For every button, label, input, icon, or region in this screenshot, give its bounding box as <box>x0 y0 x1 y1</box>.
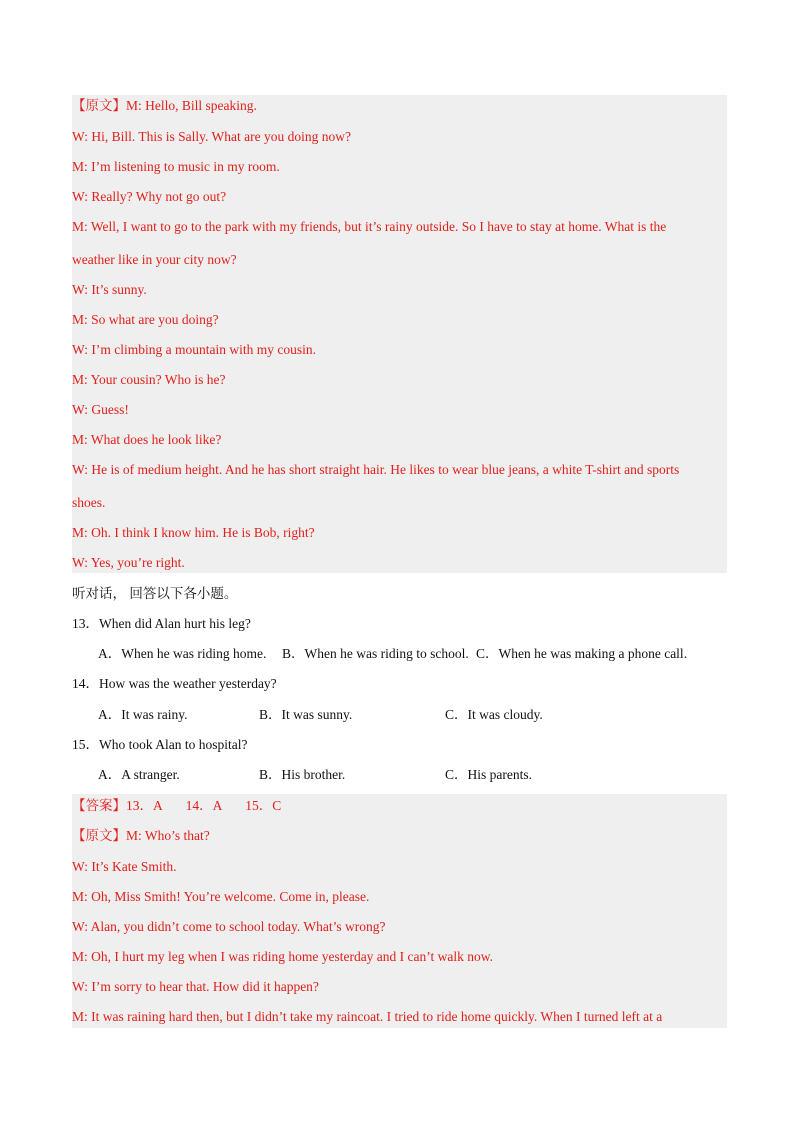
transcript-1-line: 【原文】M: Hello, Bill speaking. <box>72 98 257 113</box>
question-13-option-b: B．When he was riding to school. <box>282 646 469 661</box>
transcript-1-line: M: Your cousin? Who is he? <box>72 372 226 387</box>
transcript-1-line: M: So what are you doing? <box>72 312 219 327</box>
transcript-1-line: M: What does he look like? <box>72 432 222 447</box>
question-14-option-c: C．It was cloudy. <box>445 707 543 722</box>
transcript-1-line: weather like in your city now? <box>72 252 237 267</box>
answer-key: 【答案】13．A 14．A 15．C <box>72 798 282 813</box>
transcript-1-line: W: I’m climbing a mountain with my cousin. <box>72 342 316 357</box>
transcript-1-line: M: Well, I want to go to the park with my friends, but it’s rainy outside. So I have to stay at home. What is the <box>72 219 667 234</box>
question-14-option-a: A．It was rainy. <box>98 707 188 722</box>
transcript-1-line: W: He is of medium height. And he has short straight hair. He likes to wear blue jeans, a white T-shirt and sports <box>72 462 680 477</box>
question-15-option-b: B．His brother. <box>259 767 346 782</box>
transcript-1-line: M: Oh. I think I know him. He is Bob, right? <box>72 525 315 540</box>
question-15-option-a: A．A stranger. <box>98 767 180 782</box>
transcript-1-line: W: It’s sunny. <box>72 282 147 297</box>
transcript-1-line: W: Yes, you’re right. <box>72 555 185 570</box>
transcript-2-line: M: Oh, Miss Smith! You’re welcome. Come in, please. <box>72 889 370 904</box>
transcript-2-line: W: Alan, you didn’t come to school today. What’s wrong? <box>72 919 386 934</box>
transcript-1-line: W: Hi, Bill. This is Sally. What are you doing now? <box>72 129 351 144</box>
transcript-2-line: W: It’s Kate Smith. <box>72 859 177 874</box>
question-13-option-c: C．When he was making a phone call. <box>476 646 688 661</box>
question-14-option-b: B．It was sunny. <box>259 707 353 722</box>
transcript-2-line: W: I’m sorry to hear that. How did it happen? <box>72 979 319 994</box>
transcript-1-line: M: I’m listening to music in my room. <box>72 159 280 174</box>
question-15-option-c: C．His parents. <box>445 767 532 782</box>
question-14-stem: 14．How was the weather yesterday? <box>72 676 277 691</box>
transcript-2-line: 【原文】M: Who’s that? <box>72 828 210 843</box>
question-15-stem: 15．Who took Alan to hospital? <box>72 737 248 752</box>
transcript-2-line: M: It was raining hard then, but I didn’t take my raincoat. I tried to ride home quickly. When I turned left at a <box>72 1009 663 1024</box>
question-13-option-a: A．When he was riding home. <box>98 646 267 661</box>
question-13-stem: 13．When did Alan hurt his leg? <box>72 616 251 631</box>
transcript-2-line: M: Oh, I hurt my leg when I was riding home yesterday and I can’t walk now. <box>72 949 494 964</box>
instruction-text: 听对话， 回答以下各小题。 <box>72 586 238 601</box>
transcript-1-line: W: Guess! <box>72 402 129 417</box>
transcript-1-line: W: Really? Why not go out? <box>72 189 227 204</box>
transcript-1-line: shoes. <box>72 495 106 510</box>
